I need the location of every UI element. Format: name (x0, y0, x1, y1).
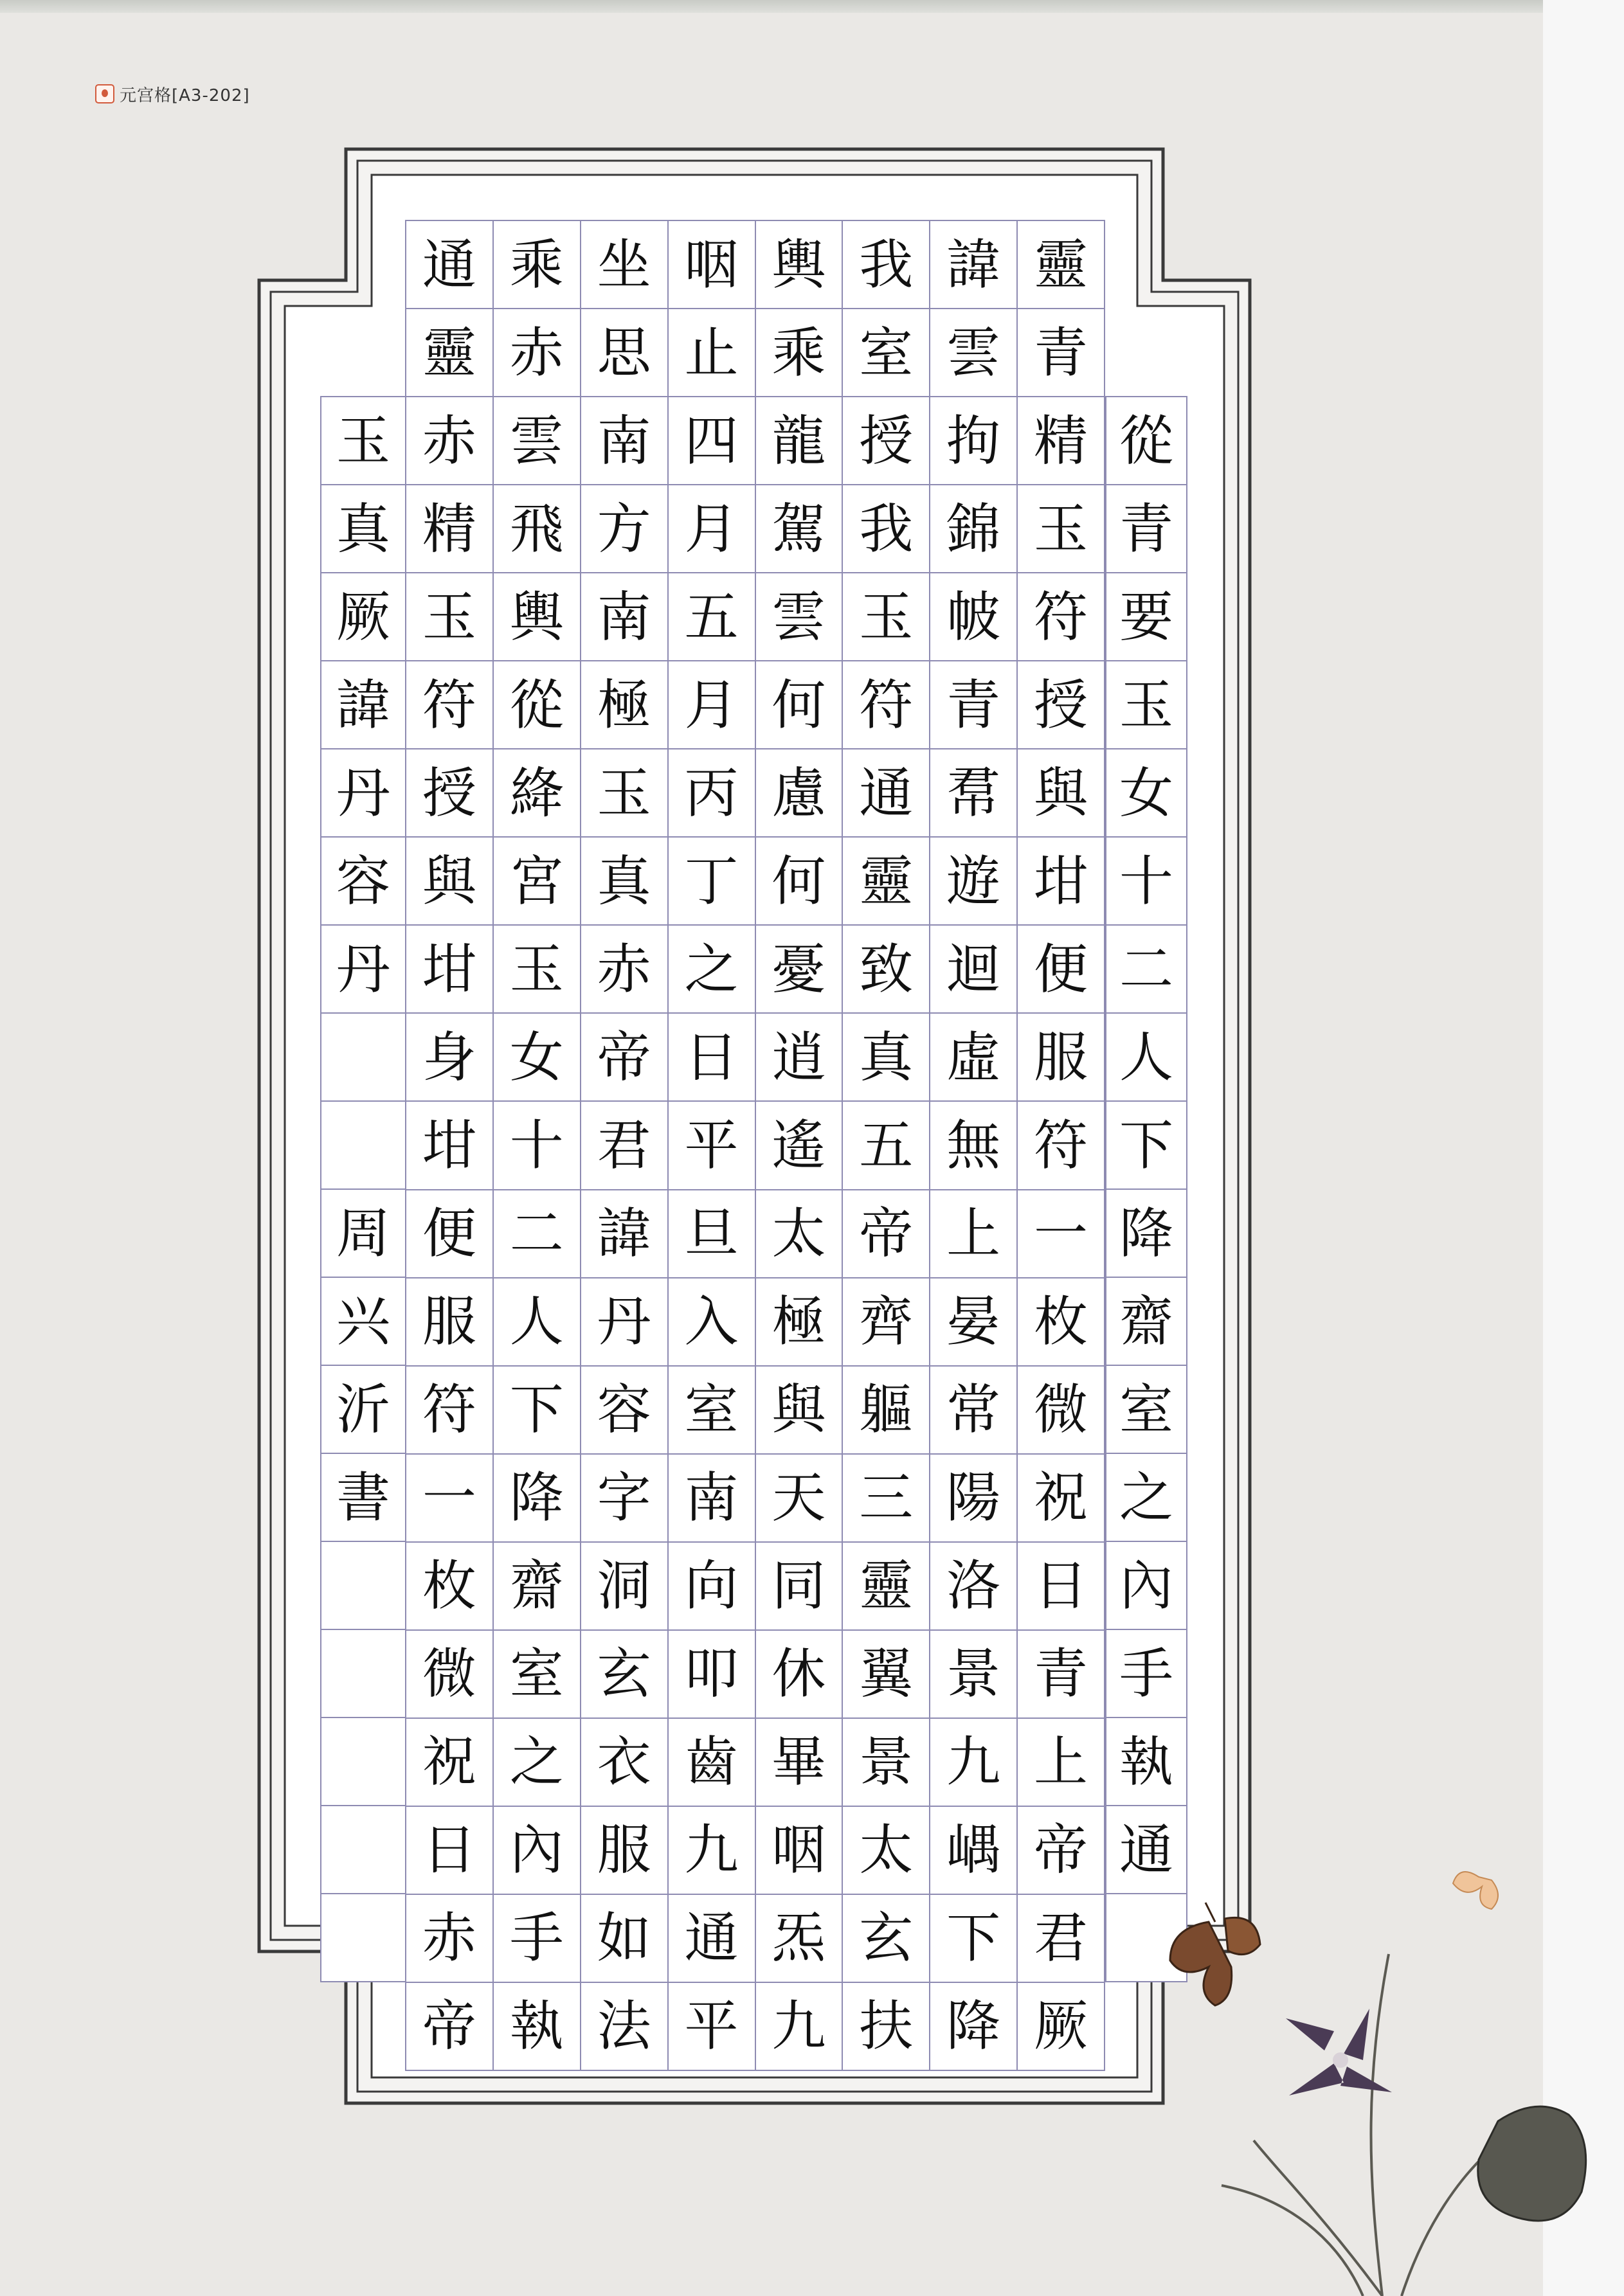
grid-cell: 洞 (581, 1543, 669, 1631)
grid-cell (321, 1542, 405, 1630)
grid-cell: 與 (406, 838, 494, 926)
grid-cell: 玉 (1018, 485, 1105, 573)
grid-cell: 止 (669, 309, 756, 397)
grid-cell: 二 (494, 1190, 581, 1278)
grid-cell: 精 (1018, 397, 1105, 485)
grid-cell: 赤 (406, 1895, 494, 1983)
grid-cell: 下 (494, 1367, 581, 1455)
grid-cell: 手 (494, 1895, 581, 1983)
grid-cell: 慮 (756, 749, 844, 838)
grid-cell: 帝 (581, 1014, 669, 1102)
grid-cell: 符 (843, 661, 930, 749)
grid-cell: 符 (406, 1367, 494, 1455)
grid-cell: 書 (321, 1454, 405, 1542)
grid-cell: 靈 (1018, 221, 1105, 309)
grid-cell: 咽 (669, 221, 756, 309)
grid-cell: 符 (1018, 573, 1105, 661)
grid-cell: 授 (843, 397, 930, 485)
grid-cell: 玉 (843, 573, 930, 661)
grid-cell: 九 (930, 1719, 1018, 1807)
grid-cell: 室 (494, 1631, 581, 1719)
grid-cell: 丹 (321, 926, 405, 1014)
grid-cell: 翼 (843, 1631, 930, 1719)
grid-cell: 南 (581, 573, 669, 661)
grid-cell: 玉 (406, 573, 494, 661)
grid-cell: 室 (843, 309, 930, 397)
grid-cell: 之 (1106, 1454, 1187, 1542)
grid-cell: 炁 (756, 1895, 844, 1983)
grid-cell: 輿 (756, 221, 844, 309)
grid-cell: 真 (843, 1014, 930, 1102)
grid-cell (1106, 1894, 1187, 1982)
grid-cell: 女 (494, 1014, 581, 1102)
grid-cell: 帝 (1018, 1807, 1105, 1895)
grid-cell: 憂 (756, 926, 844, 1014)
grid-cell: 齊 (843, 1278, 930, 1367)
grid-cell: 向 (669, 1543, 756, 1631)
grid-cell: 玄 (581, 1631, 669, 1719)
grid-cell: 遊 (930, 838, 1018, 926)
grid-cell: 授 (406, 749, 494, 838)
grid-cell: 逍 (756, 1014, 844, 1102)
grid-cell (321, 1014, 405, 1102)
grid-cell: 如 (581, 1895, 669, 1983)
grid-cell: 景 (930, 1631, 1018, 1719)
grid-cell (321, 1718, 405, 1806)
grid-cell (321, 1630, 405, 1718)
grid-cell: 赤 (406, 397, 494, 485)
grid-cell: 衣 (581, 1719, 669, 1807)
grid-cell: 雲 (930, 309, 1018, 397)
grid-cell: 南 (581, 397, 669, 485)
grid-cell: 休 (756, 1631, 844, 1719)
grid-cell: 洛 (930, 1543, 1018, 1631)
grid-cell: 下 (930, 1895, 1018, 1983)
grid-cell: 靈 (406, 309, 494, 397)
grid-cell: 祝 (1018, 1455, 1105, 1543)
grid-cell: 十 (1106, 838, 1187, 926)
grid-cell: 從 (1106, 397, 1187, 485)
grid-cell: 太 (843, 1807, 930, 1895)
grid-cell: 齋 (494, 1543, 581, 1631)
grid-cell: 靈 (843, 838, 930, 926)
grid-cell: 拘 (930, 397, 1018, 485)
grid-cell: 齒 (669, 1719, 756, 1807)
grid-cell: 服 (581, 1807, 669, 1895)
grid-cell: 丹 (321, 749, 405, 838)
grid-cell: 祝 (406, 1719, 494, 1807)
grid-cell: 九 (669, 1807, 756, 1895)
grid-cell: 通 (1106, 1806, 1187, 1894)
grid-cell: 與 (1018, 749, 1105, 838)
grid-cell: 一 (1018, 1190, 1105, 1278)
grid-cell: 遙 (756, 1102, 844, 1190)
grid-cell: 之 (494, 1719, 581, 1807)
grid-cell: 月 (669, 661, 756, 749)
grid-cell: 降 (494, 1455, 581, 1543)
grid-cell: 平 (669, 1983, 756, 2071)
grid-cell: 九 (756, 1983, 844, 2071)
grid-cell: 太 (756, 1190, 844, 1278)
grid-cell: 赤 (494, 309, 581, 397)
grid-cell: 君 (581, 1102, 669, 1190)
grid-cell: 字 (581, 1455, 669, 1543)
grid-cell: 兴 (321, 1278, 405, 1366)
grid-cell: 方 (581, 485, 669, 573)
grid-cell: 五 (669, 573, 756, 661)
grid-cell: 輿 (494, 573, 581, 661)
grid-cell: 迴 (930, 926, 1018, 1014)
grid-cell: 下 (1106, 1102, 1187, 1190)
grid-cell: 坩 (406, 926, 494, 1014)
grid-cell: 內 (494, 1807, 581, 1895)
grid-cell: 極 (581, 661, 669, 749)
grid-cell: 玉 (494, 926, 581, 1014)
grid-cell: 咽 (756, 1807, 844, 1895)
grid-cell: 服 (1018, 1014, 1105, 1102)
grid-cell: 青 (1106, 485, 1187, 573)
grid-cell: 通 (669, 1895, 756, 1983)
grid-cell: 降 (930, 1983, 1018, 2071)
grid-cell: 通 (406, 221, 494, 309)
grid-cell: 微 (1018, 1367, 1105, 1455)
grid-cell: 五 (843, 1102, 930, 1190)
grid-cell: 何 (756, 661, 844, 749)
grid-cell: 何 (756, 838, 844, 926)
grid-cell: 周 (321, 1190, 405, 1278)
grid-cell: 便 (1018, 926, 1105, 1014)
grid-cell: 法 (581, 1983, 669, 2071)
grid-cell: 乘 (756, 309, 844, 397)
grid-cell: 赤 (581, 926, 669, 1014)
grid-cell: 枚 (406, 1543, 494, 1631)
grid-cell: 乘 (494, 221, 581, 309)
grid-cell: 帝 (843, 1190, 930, 1278)
grid-cell: 天 (756, 1455, 844, 1543)
grid-cell: 坩 (1018, 838, 1105, 926)
grid-cell: 無 (930, 1102, 1018, 1190)
grid-cell (321, 1806, 405, 1894)
grid-cell: 上 (1018, 1719, 1105, 1807)
grid-cell: 四 (669, 397, 756, 485)
grid-cell: 降 (1106, 1190, 1187, 1278)
grid-cell: 青 (1018, 1631, 1105, 1719)
grid-cell: 玉 (581, 749, 669, 838)
grid-cell: 飛 (494, 485, 581, 573)
grid-cell: 上 (930, 1190, 1018, 1278)
grid-cell: 容 (581, 1367, 669, 1455)
grid-cell: 錦 (930, 485, 1018, 573)
grid-cell: 君 (1018, 1895, 1105, 1983)
grid-cell: 帬 (930, 749, 1018, 838)
grid-cell: 一 (406, 1455, 494, 1543)
grid-cell: 雲 (494, 397, 581, 485)
grid-cell: 思 (581, 309, 669, 397)
grid-cell: 陽 (930, 1455, 1018, 1543)
grid-cell: 旦 (669, 1190, 756, 1278)
grid-cell: 絳 (494, 749, 581, 838)
grid-cell (321, 1894, 405, 1982)
writing-grid (405, 220, 1105, 2071)
grid-cell: 丙 (669, 749, 756, 838)
grid-cell: 符 (406, 661, 494, 749)
grid-cell: 丹 (581, 1278, 669, 1367)
grid-cell: 室 (669, 1367, 756, 1455)
grid-cell: 同 (756, 1543, 844, 1631)
grid-cell: 授 (1018, 661, 1105, 749)
grid-cell: 便 (406, 1190, 494, 1278)
grid-cell: 人 (1106, 1014, 1187, 1102)
grid-cell: 青 (1018, 309, 1105, 397)
writing-grid-left-column (320, 396, 405, 1982)
grid-cell: 之 (669, 926, 756, 1014)
grid-cell: 極 (756, 1278, 844, 1367)
grid-cell: 十 (494, 1102, 581, 1190)
grid-cell: 嵎 (930, 1807, 1018, 1895)
grid-cell: 景 (843, 1719, 930, 1807)
grid-cell: 丁 (669, 838, 756, 926)
grid-cell: 身 (406, 1014, 494, 1102)
grid-cell: 諱 (321, 661, 405, 749)
grid-cell: 靈 (843, 1543, 930, 1631)
grid-cell: 雲 (756, 573, 844, 661)
grid-cell: 真 (581, 838, 669, 926)
grid-cell: 叩 (669, 1631, 756, 1719)
grid-cell: 平 (669, 1102, 756, 1190)
grid-cell (321, 1102, 405, 1190)
grid-cell: 駕 (756, 485, 844, 573)
grid-cell: 精 (406, 485, 494, 573)
grid-cell: 真 (321, 485, 405, 573)
grid-cell: 微 (406, 1631, 494, 1719)
grid-cell: 沂 (321, 1366, 405, 1454)
grid-cell: 厥 (1018, 1983, 1105, 2071)
grid-cell: 內 (1106, 1542, 1187, 1630)
grid-cell: 玄 (843, 1895, 930, 1983)
grid-cell: 執 (1106, 1718, 1187, 1806)
grid-cell: 入 (669, 1278, 756, 1367)
grid-cell: 諱 (930, 221, 1018, 309)
writing-grid-right-column (1105, 396, 1187, 1982)
grid-cell: 帔 (930, 573, 1018, 661)
grid-cell: 帝 (406, 1983, 494, 2071)
grid-cell: 齋 (1106, 1278, 1187, 1366)
grid-cell: 容 (321, 838, 405, 926)
grid-cell: 符 (1018, 1102, 1105, 1190)
grid-cell: 日 (669, 1014, 756, 1102)
grid-cell: 厥 (321, 573, 405, 661)
grid-cell: 我 (843, 221, 930, 309)
grid-cell: 月 (669, 485, 756, 573)
grid-cell: 虛 (930, 1014, 1018, 1102)
grid-cell: 坐 (581, 221, 669, 309)
grid-cell: 日 (1018, 1543, 1105, 1631)
grid-cell: 玉 (321, 397, 405, 485)
grid-cell: 諱 (581, 1190, 669, 1278)
grid-cell: 室 (1106, 1366, 1187, 1454)
grid-cell: 日 (406, 1807, 494, 1895)
grid-cell: 與 (756, 1367, 844, 1455)
grid-cell: 南 (669, 1455, 756, 1543)
grid-cell: 三 (843, 1455, 930, 1543)
grid-cell: 龍 (756, 397, 844, 485)
header-label: 元宫格[A3-202] (120, 85, 250, 105)
grid-cell: 宮 (494, 838, 581, 926)
grid-cell: 從 (494, 661, 581, 749)
grid-cell: 通 (843, 749, 930, 838)
grid-cell: 致 (843, 926, 930, 1014)
grid-cell: 軀 (843, 1367, 930, 1455)
grid-cell: 坩 (406, 1102, 494, 1190)
grid-cell: 我 (843, 485, 930, 573)
grid-cell: 人 (494, 1278, 581, 1367)
grid-cell: 常 (930, 1367, 1018, 1455)
grid-cell: 青 (930, 661, 1018, 749)
grid-cell: 執 (494, 1983, 581, 2071)
grid-cell: 要 (1106, 573, 1187, 661)
grid-cell: 畢 (756, 1719, 844, 1807)
grid-cell: 手 (1106, 1630, 1187, 1718)
grid-cell: 二 (1106, 926, 1187, 1014)
grid-cell: 服 (406, 1278, 494, 1367)
grid-cell: 扶 (843, 1983, 930, 2071)
grid-cell: 玉 (1106, 661, 1187, 749)
grid-cell: 晏 (930, 1278, 1018, 1367)
grid-cell: 女 (1106, 749, 1187, 838)
grid-cell: 枚 (1018, 1278, 1105, 1367)
